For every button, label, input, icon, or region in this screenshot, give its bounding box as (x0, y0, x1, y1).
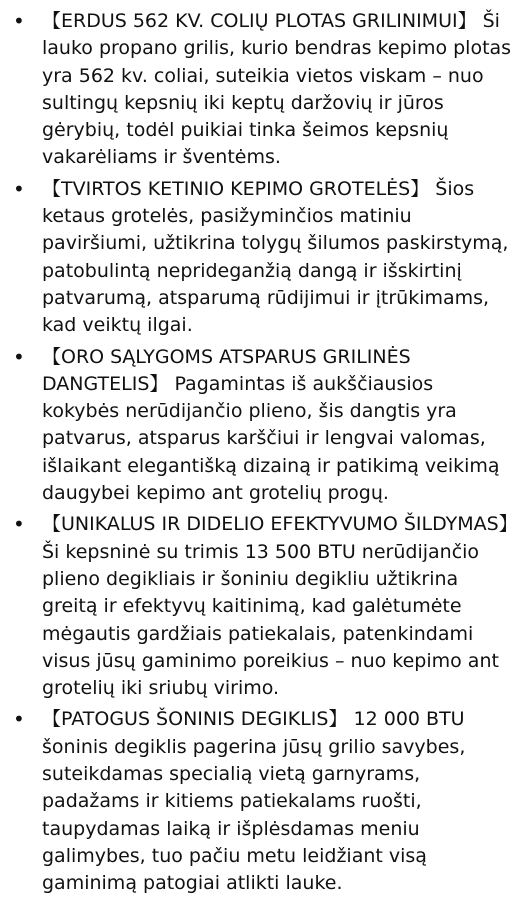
feature-text: 【UNIKALUS IR DIDELIO EFEKTYVUMO ŠILDYMAS】Ši kepsninė su trimis 13 500 BTU nerūdijančio plieno degikliais ir šoniniu degikliu užtikrina greitą ir efektyvų kaitinimą, kad galėtumėte mėgautis gardžiais patiekalais, patenkindami visus jūsų gaminimo poreikius – nuo kepimo ant grotelių iki sriubų virimo. (42, 513, 509, 700)
bullet-icon: • (13, 9, 25, 33)
feature-text: 【ERDUS 562 KV. COLIŲ PLOTAS GRILINIMUI】 Ši lauko propano grilis, kurio bendras kepimo plotas yra 562 kv. coliai, suteikia vietos viskam – nuo sultingų kepsnių iki keptų daržovių ir jūros gėrybių, todėl puikiai tinka šeimos kepsnių vakarėliams ir šventėms. (42, 10, 512, 169)
feature-text: 【ORO SĄLYGOMS ATSPARUS GRILINĖS DANGTELIS】 Pagamintas iš aukščiausios kokybės nerūdijančio plieno, šis dangtis yra patvarus, atsparus karščiui ir lengvai valomas, išlaikant elegantišką dizainą ir patikimą veikimą daugybei kepimo ant grotelių progų. (42, 345, 500, 505)
bullet-icon: • (13, 707, 25, 732)
feature-text: 【PATOGUS ŠONINIS DEGIKLIS】 12 000 BTU šoninis degiklis pagerina jūsų grilio savybes, suteikdamas specialią vietą garnyrams, padažams ir kitiems patiekalams ruošti, taupydamas laiką ir išplėsdamas meniu galimybes, tuo pačiu metu leidžiant visą gaminimą patogiai atlikti lauke. (42, 708, 466, 895)
bullet-icon: • (13, 344, 25, 369)
bullet-icon: • (13, 176, 25, 201)
list-item (0, 344, 521, 508)
feature-text: 【TVIRTOS KETINIO KEPIMO GROTELĖS】 Šios ketaus grotelės, pasižyminčios matiniu paviršiumi, užtikrina tolygų šilumos paskirstymą, patobulintą neprideganžią dangą ir išskirtinį patvarumą, atsparumą rūdijimui ir įtrūkimams, kad veiktų ilgai. (42, 177, 509, 337)
list-item (0, 511, 521, 702)
list-item (0, 8, 521, 172)
feature-list (0, 8, 521, 902)
bullet-icon: • (13, 512, 25, 537)
list-item (0, 706, 521, 897)
list-item (0, 176, 521, 340)
